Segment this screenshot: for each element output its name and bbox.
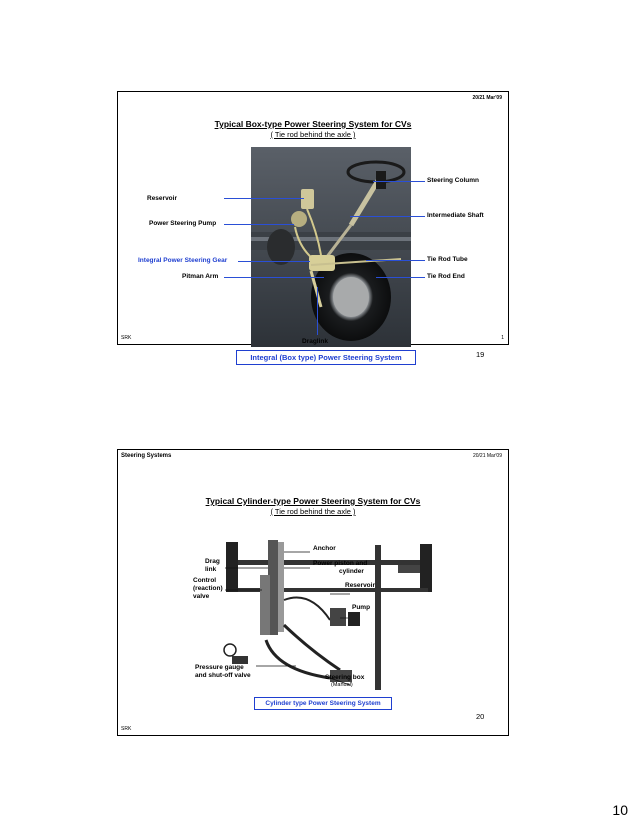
label-integral-power-steering-gear: Integral Power Steering Gear [138,257,228,264]
diagram-label-pressure-gauge: Pressure gauge [195,664,244,671]
slide-subtitle: ( Tie rod behind the axle ) [270,507,356,516]
slide-title: Typical Box-type Power Steering System for CVs [214,119,412,129]
diagram-label-shutoff-valve: and shut-off valve [195,672,251,679]
slide-20 [117,449,509,736]
diagram-label-cylinder: cylinder [339,568,364,575]
page-number: 10 [612,802,628,818]
leader-line [350,216,425,217]
slide-number: 20 [476,712,485,721]
diagram-label-link: link [205,566,217,573]
label-tie-rod-end: Tie Rod End [427,273,465,280]
label-power-steering-pump: Power Steering Pump [149,220,217,227]
label-intermediate-shaft: Intermediate Shaft [427,212,484,219]
leader-line [376,277,425,278]
leader-line [317,287,318,335]
diagram-label-reservoir: Reservoir [345,582,375,589]
slide-date: 20/21 Mar'09 [472,95,502,101]
slide-date: 20/21 Mar'09 [472,453,502,459]
diagram-label-reaction: (reaction) [193,585,223,592]
diagram-label-drag: Drag [205,558,220,565]
diagram-label-valve: valve [193,593,210,600]
diagram-label-manual: (Manual) [331,682,353,688]
label-reservoir: Reservoir [147,195,177,202]
leader-line [224,277,324,278]
diagram-label-power-piston: Power piston and [313,560,368,567]
leader-line [373,181,425,182]
leader-line [366,260,425,261]
label-pitman-arm: Pitman Arm [182,273,219,280]
slide-header: Steering Systems [121,453,172,459]
diagram-label-pump: Pump [352,604,371,611]
slide-19 [117,91,509,362]
slide-subtitle: ( Tie rod behind the axle ) [270,130,356,139]
diagram-label-control: Control [193,577,217,584]
label-draglink: Draglink [302,338,329,345]
leader-line [224,224,294,225]
leader-line [238,261,310,262]
author-tag: SRK [121,726,132,732]
label-steering-column: Steering Column [427,177,480,184]
slide-title: Typical Cylinder-type Power Steering System for CVs [205,496,421,506]
page-index: 1 [501,335,504,341]
label-tie-rod-tube: Tie Rod Tube [427,256,468,263]
author-tag: SRK [121,335,132,341]
leader-line [224,198,304,199]
slide-number: 19 [476,350,485,359]
slide-caption: Integral (Box type) Power Steering System [236,350,416,365]
slide-caption: Cylinder type Power Steering System [254,697,392,710]
diagram-label-steering-box: Steering box [325,674,365,681]
diagram-label-anchor: Anchor [313,545,336,552]
steering-system-photo [251,147,411,347]
